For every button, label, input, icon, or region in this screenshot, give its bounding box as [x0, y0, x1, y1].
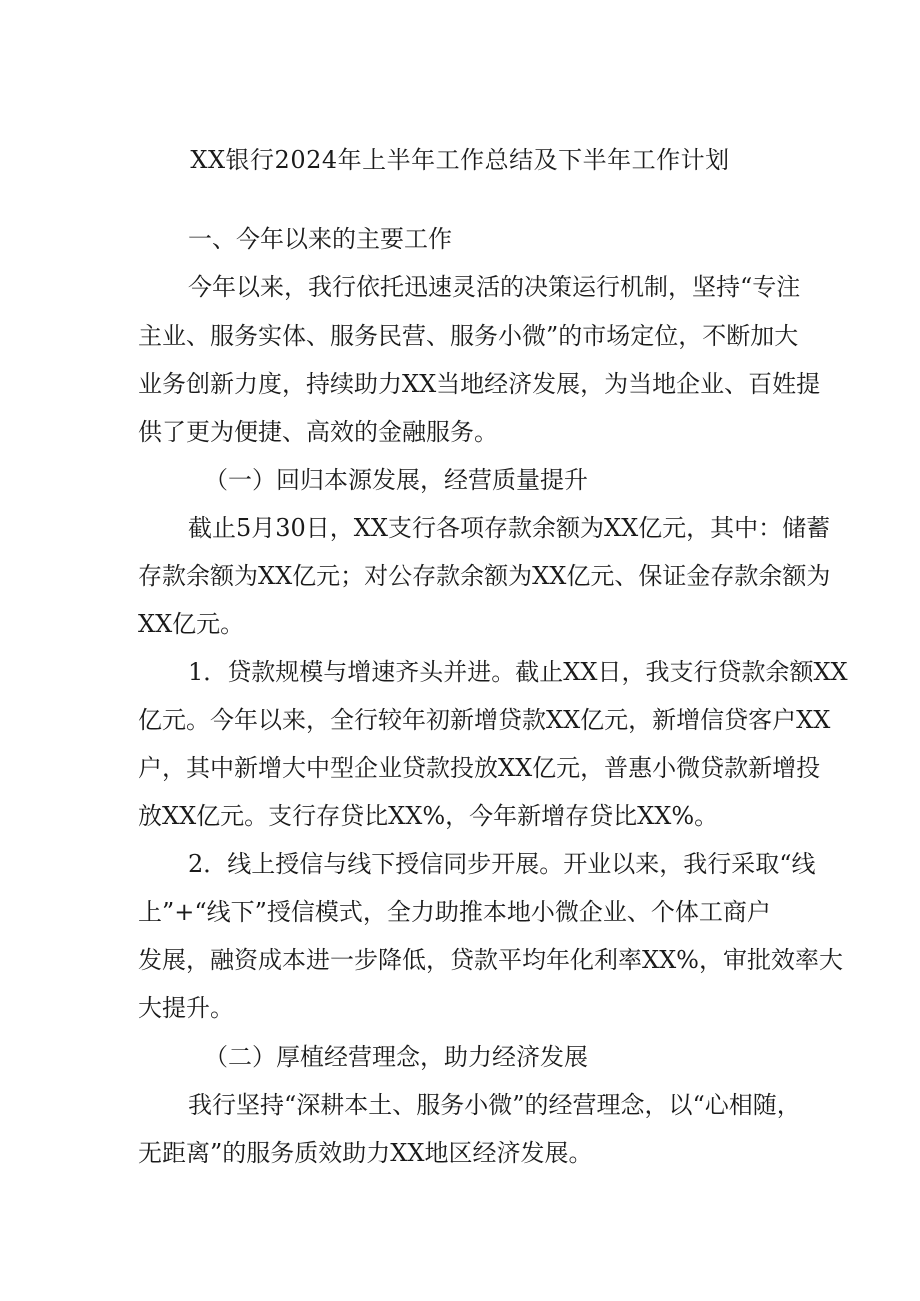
paragraph-line: 放XX亿元。支行存贷比XX%，今年新增存贷比XX%。	[138, 802, 719, 830]
paragraph-line: 供了更为便捷、高效的金融服务。	[138, 418, 498, 446]
document-title: XX银行2024年上半年工作总结及下半年工作计划	[190, 146, 730, 174]
subsection-heading: （二）厚植经营理念，助力经济发展	[204, 1043, 588, 1071]
paragraph-line: 无距离”的服务质效助力XX地区经济发展。	[138, 1139, 593, 1167]
paragraph-line: 大提升。	[138, 994, 234, 1022]
paragraph-line: 主业、服务实体、服务民营、服务小微”的市场定位，不断加大	[138, 322, 799, 350]
paragraph-line: 业务创新力度，持续助力XX当地经济发展，为当地企业、百姓提	[138, 370, 821, 398]
paragraph-line: 上”+“线下”授信模式，全力助推本地小微企业、个体工商户	[138, 898, 771, 926]
subsection-heading: （一）回归本源发展，经营质量提升	[204, 466, 588, 494]
paragraph-line: 2．线上授信与线下授信同步开展。开业以来，我行采取“线	[188, 850, 816, 878]
paragraph-line: 户，其中新增大中型企业贷款投放XX亿元，普惠小微贷款新增投	[138, 754, 821, 782]
paragraph-line: 截止5月30日，XX支行各项存款余额为XX亿元，其中：储蓄	[188, 514, 831, 542]
paragraph-line: 1．贷款规模与增速齐头并进。截止XX日，我支行贷款余额XX	[188, 658, 848, 686]
paragraph-line: 存款余额为XX亿元；对公存款余额为XX亿元、保证金存款余额为	[138, 562, 831, 590]
paragraph-line: 发展，融资成本进一步降低，贷款平均年化利率XX%，审批效率大	[138, 946, 843, 974]
paragraph-line: 亿元。今年以来，全行较年初新增贷款XX亿元，新增信贷客户XX	[138, 706, 831, 734]
paragraph-line: XX亿元。	[138, 610, 245, 638]
paragraph-line: 今年以来，我行依托迅速灵活的决策运行机制，坚持“专注	[188, 273, 801, 301]
section-heading: 一、今年以来的主要工作	[188, 225, 452, 253]
paragraph-line: 我行坚持“深耕本土、服务小微”的经营理念，以“心相随，	[188, 1091, 801, 1119]
